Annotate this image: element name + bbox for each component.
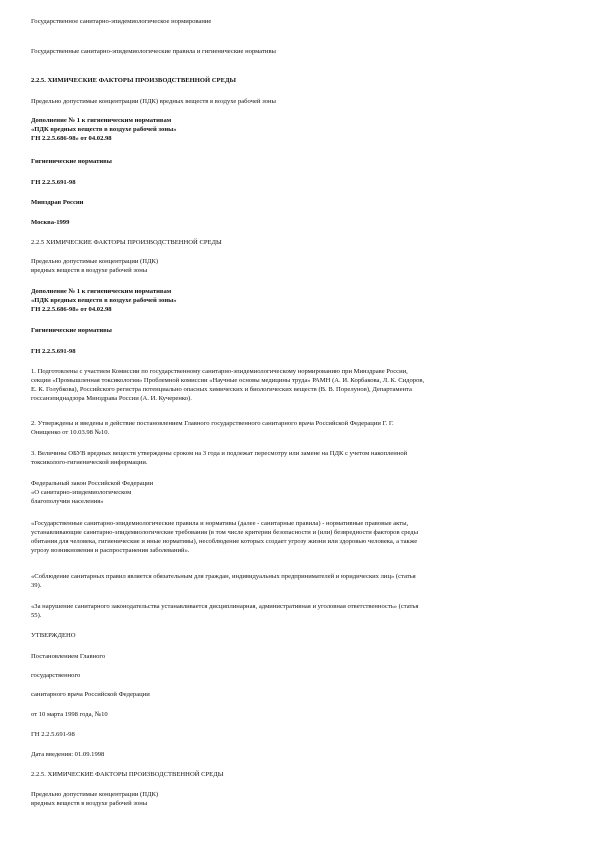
addendum-block — [31, 287, 571, 314]
section-heading — [31, 238, 571, 247]
pdk-title — [31, 257, 571, 275]
paragraph-line: госсанэпиднадзора Минздрава России (А. И. Кучеренко). — [31, 395, 192, 402]
addendum-line: Дополнение № 1 к гигиеническим нормативам — [31, 117, 172, 124]
gn-code — [31, 178, 571, 187]
paragraph-line: секции «Промышленная токсикология» Проблемной комиссии «Научные основы медицины труда» РАМН (А. И. Корбакова, Л. К. Сидоров, — [31, 377, 425, 384]
addendum-line: ГН 2.2.5.686-98» от 04.02.98 — [31, 135, 112, 142]
gn-code-text: ГН 2.2.5.691-98 — [31, 731, 75, 738]
addendum-line: «ПДК вредных веществ в воздухе рабочей зоны» — [31, 297, 177, 304]
paragraph-obuv — [31, 449, 571, 467]
state-text: государственного — [31, 672, 81, 679]
gn-code-text: ГН 2.2.5.691-98 — [31, 348, 76, 355]
resolution-date — [31, 710, 571, 719]
quote-compliance — [31, 572, 571, 590]
document-subheader — [31, 47, 571, 56]
pdk-title-line: вредных веществ в воздухе рабочей зоны — [31, 800, 148, 807]
section-heading-text: 2.2.5 ХИМИЧЕСКИЕ ФАКТОРЫ ПРОИЗВОДСТВЕННОЙ СРЕДЫ — [31, 239, 222, 246]
resolution-label — [31, 652, 571, 661]
quote-line: 39). — [31, 582, 42, 589]
quote-line: 55). — [31, 612, 42, 619]
approved-text: УТВЕРЖДЕНО — [31, 632, 76, 639]
gn-code — [31, 730, 571, 739]
pdk-title-line: Предельно допустимые концентрации (ПДК) — [31, 791, 159, 798]
pdk-title — [31, 790, 571, 808]
quote-line: обитания для человека, гигиенические и иные нормативы), несоблюдение которых создает угрозу жизни или здоровью человека, а также — [31, 538, 418, 545]
paragraph-prepared — [31, 367, 571, 403]
gn-code-text: ГН 2.2.5.691-98 — [31, 179, 76, 186]
resolution-date-text: от 10 марта 1998 года, №10 — [31, 711, 108, 718]
introduction-date-text: Дата введения: 01.09.1998 — [31, 751, 105, 758]
hygienic-norms-label — [31, 326, 571, 335]
paragraph-approved — [31, 419, 571, 437]
paragraph-line: Онищенко от 10.03.98 №10. — [31, 429, 110, 436]
gn-code — [31, 347, 571, 356]
addendum-block — [31, 116, 571, 143]
hygienic-norms-text: Гигиенические нормативы — [31, 158, 112, 165]
quote-line: «Государственные санитарно-эпидемиологические правила и нормативы (далее - санитарные правила) - нормативные правовые акты, — [31, 520, 409, 527]
quote-line: угрозу возникновения и распространения заболеваний». — [31, 547, 190, 554]
quote-line: устанавливающие санитарно-эпидемиологические требования (в том числе критерии безопасности и (или) безвредности факторов среды — [31, 529, 419, 536]
federal-law-block — [31, 479, 571, 506]
federal-law-line: благополучии населения» — [31, 498, 104, 505]
ministry-text: Минздрав России — [31, 199, 84, 206]
addendum-line: ГН 2.2.5.686-98» от 04.02.98 — [31, 306, 112, 313]
approved-label — [31, 631, 571, 640]
header-text: Государственное санитарно-эпидемиологическое нормирование — [31, 18, 212, 25]
quote-line: «Соблюдение санитарных правил является обязательным для граждан, индивидуальных предпринимателей и юридических лиц» (статья — [31, 573, 416, 580]
paragraph-line: 3. Величины ОБУВ вредных веществ утверждены сроком на 3 года и подлежат пересмотру или замене на ПДК с учетом накопленной — [31, 450, 408, 457]
document-header — [31, 17, 571, 26]
addendum-line: Дополнение № 1 к гигиеническим нормативам — [31, 288, 172, 295]
section-heading-text: 2.2.5. ХИМИЧЕСКИЕ ФАКТОРЫ ПРОИЗВОДСТВЕННОЙ СРЕДЫ — [31, 77, 236, 84]
paragraph-line: Е. К. Голубкова), Российского регистра потенциально опасных химических и биологических веществ (В. В. Порелунов), Департамента — [31, 386, 412, 393]
resolution-text: Постановлением Главного — [31, 653, 106, 660]
paragraph-line: 2. Утверждены и введены в действие постановлением Главного государственного санитарного врача Российской Федерации Г. Г. — [31, 420, 394, 427]
pdk-title-text: Предельно допустимые концентрации (ПДК) вредных веществ в воздухе рабочей зоны — [31, 98, 276, 105]
quote-liability — [31, 602, 571, 620]
city-year — [31, 218, 571, 227]
state-label — [31, 671, 571, 680]
pdk-title-line: вредных веществ в воздухе рабочей зоны — [31, 267, 148, 274]
pdk-title — [31, 97, 571, 106]
chief-doctor-label — [31, 690, 571, 699]
hygienic-norms-label — [31, 157, 571, 166]
section-heading — [31, 76, 571, 85]
paragraph-line: токсиколого-гигиенической информации. — [31, 459, 148, 466]
federal-law-line: «О санитарно-эпидемиологическом — [31, 489, 132, 496]
section-heading-text: 2.2.5. ХИМИЧЕСКИЕ ФАКТОРЫ ПРОИЗВОДСТВЕННОЙ СРЕДЫ — [31, 771, 224, 778]
quote-sanitary-rules — [31, 519, 571, 555]
subheader-text: Государственные санитарно-эпидемиологические правила и гигиенические нормативы — [31, 48, 276, 55]
quote-line: «За нарушение санитарного законодательства устанавливается дисциплинарная, административная и уголовная ответственность» (статья — [31, 603, 419, 610]
city-year-text: Москва-1999 — [31, 219, 70, 226]
ministry-label — [31, 198, 571, 207]
section-heading — [31, 770, 571, 779]
introduction-date — [31, 750, 571, 759]
addendum-line: «ПДК вредных веществ в воздухе рабочей зоны» — [31, 126, 177, 133]
federal-law-line: Федеральный закон Российской Федерации — [31, 480, 154, 487]
pdk-title-line: Предельно допустимые концентрации (ПДК) — [31, 258, 159, 265]
chief-doctor-text: санитарного врача Российской Федерации — [31, 691, 150, 698]
hygienic-norms-text: Гигиенические нормативы — [31, 327, 112, 334]
paragraph-line: 1. Подготовлены с участием Комиссии по государственному санитарно-эпидемиологическому нормированию при Минздраве России, — [31, 368, 408, 375]
